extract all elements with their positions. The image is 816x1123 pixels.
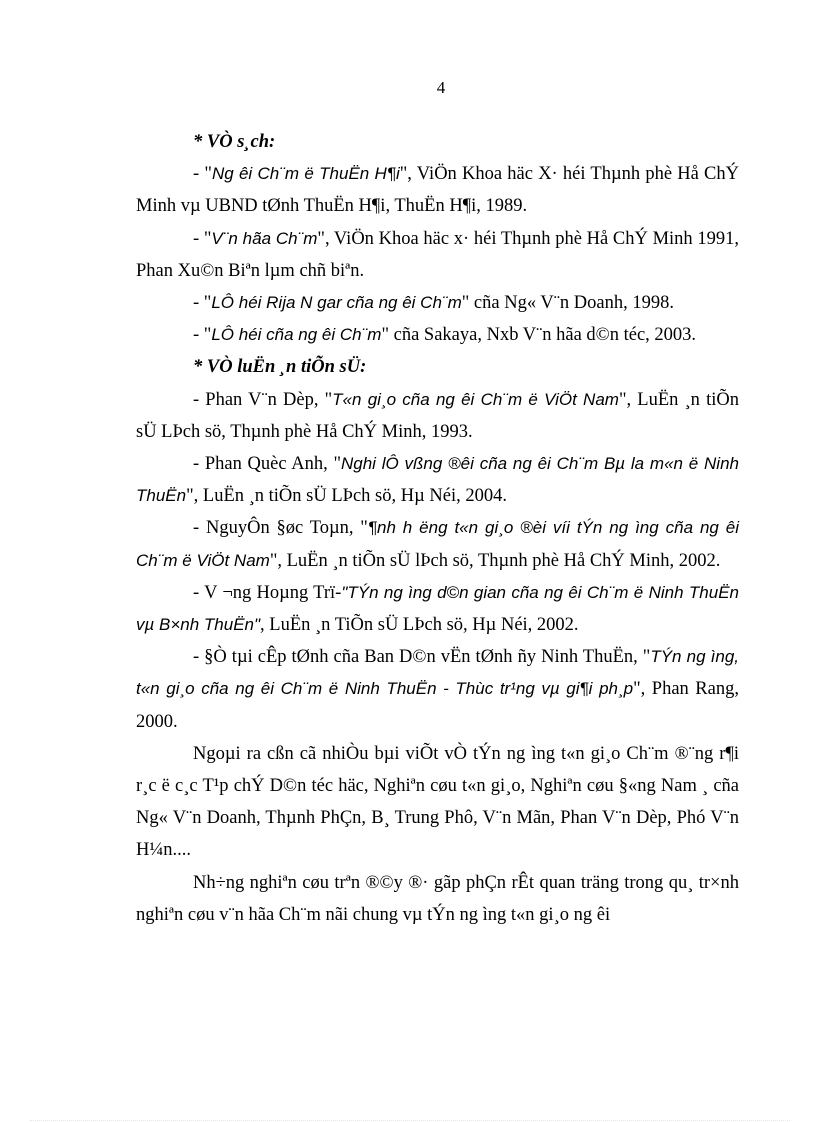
section-heading-theses: * VÒ luËn ¸n tiÕn sÜ: (193, 357, 367, 378)
entry-rest: ", LuËn ¸n tiÕn sÜ LÞch sö, Thµnh phè Hå ChÝ Minh, 1993. (136, 389, 739, 442)
entry-rest: , LuËn ¸n TiÕn sÜ LÞch sö, Hµ Néi, 2002. (260, 615, 579, 636)
entry-rest: " cña Sakaya, Nxb V¨n hãa d©n téc, 2003. (381, 325, 697, 346)
entry-title: LÔ héi cña ng êi Ch¨m (211, 325, 382, 345)
page-bottom-rule (30, 1120, 790, 1121)
entry-prefix: - Phan V¨n Dèp, " (193, 389, 333, 410)
book-entry-2 (136, 223, 739, 287)
page-number: 4 (436, 78, 446, 97)
entry-title: ¶nh h ëng t«n gi¸o ®èi víi tÝn ng ìng cña ng êi Ch¨m ë ViÖt Nam (136, 518, 739, 570)
thesis-entry-1 (136, 384, 739, 448)
body-paragraph-2: Nh÷ng nghiªn cøu trªn ®©y ®· gãp phÇn rÊt quan träng trong qu¸ tr×nh nghiªn cøu v¨n hãa Ch¨m nãi chung vµ tÝn ng ìng t«n gi¸o ng êi (136, 872, 739, 925)
entry-title: T«n gi¸o cña ng êi Ch¨m ë ViÖt Nam (332, 389, 619, 409)
entry-rest: ", LuËn ¸n tiÕn sÜ LÞch sö, Hµ Néi, 2004. (186, 486, 507, 507)
entry-title: TÝn ng ìng, t«n gi¸o cña ng êi Ch¨m ë Ninh ThuËn - Thùc tr¹ng vµ gi¶i ph¸p (136, 647, 740, 699)
entry-title: V¨n hãa Ch¨m (211, 228, 318, 248)
thesis-entry-3 (136, 512, 739, 576)
entry-title: LÔ héi Rija N gar cña ng êi Ch¨m (211, 293, 462, 313)
entry-rest: ", ViÖn Khoa häc X· héi Thµnh phè Hå ChÝ Minh vµ UBND tØnh ThuËn H¶i, ThuËn H¶i, 1989. (136, 164, 739, 217)
entry-prefix: - " (193, 325, 212, 346)
book-entry-3 (136, 287, 739, 319)
thesis-entry-2 (136, 448, 739, 512)
entry-prefix: - NguyÔn §øc Toµn, " (193, 518, 368, 539)
entry-rest: ", Phan Rang, 2000. (136, 679, 739, 732)
entry-prefix: - Phan Quèc Anh, " (193, 454, 341, 475)
section-heading-books: * VÒ s¸ch: (193, 132, 276, 152)
entry-rest: ", LuËn ¸n tiÕn sÜ lÞch sö, Thµnh phè Hå ChÝ Minh, 2002. (269, 550, 721, 571)
entry-prefix: - " (193, 293, 212, 314)
entry-prefix: - " (193, 228, 212, 249)
document-body (136, 126, 739, 931)
entry-prefix: - " (193, 164, 212, 185)
body-paragraph-1: Ngoµi ra cßn cã nhiÒu bµi viÕt vÒ tÝn ng ìng t«n gi¸o Ch¨m ®¨ng r¶i r¸c ë c¸c T¹p chÝ D©n téc häc, Nghiªn cøu t«n gi¸o, Nghiªn cøu §«ng Nam ¸ cña Ng« V¨n Doanh, Thµnh PhÇn, B¸ Trung Phô, V¨n Mãn, Phan V¨n Dèp, Phó V¨n H¼n.... (136, 743, 739, 861)
entry-title: "TÝn ng ìng d©n gian cña ng êi Ch¨m ë Ninh ThuËn vµ B×nh ThuËn" (136, 582, 739, 635)
entry-title: Nghi lÔ vßng ®êi cña ng êi Ch¨m Bµ la m«n ë Ninh ThuËn (136, 454, 739, 506)
thesis-entry-5 (136, 641, 739, 738)
book-entry-4 (136, 319, 739, 351)
entry-prefix: - §Ò tµi cÊp tØnh cña Ban D©n vËn tØnh ñy Ninh ThuËn, " (193, 647, 651, 668)
entry-rest: ", ViÖn Khoa häc x· héi Thµnh phè Hå ChÝ Minh 1991, Phan Xu©n Biªn lµm chñ biªn. (136, 228, 739, 281)
entry-prefix: - V ¬ng Hoµng Trï- (193, 582, 342, 603)
entry-rest: " cña Ng« V¨n Doanh, 1998. (461, 293, 674, 314)
thesis-entry-4 (136, 577, 739, 641)
book-entry-1 (136, 158, 739, 222)
entry-title: Ng êi Ch¨m ë ThuËn H¶i (211, 164, 400, 184)
